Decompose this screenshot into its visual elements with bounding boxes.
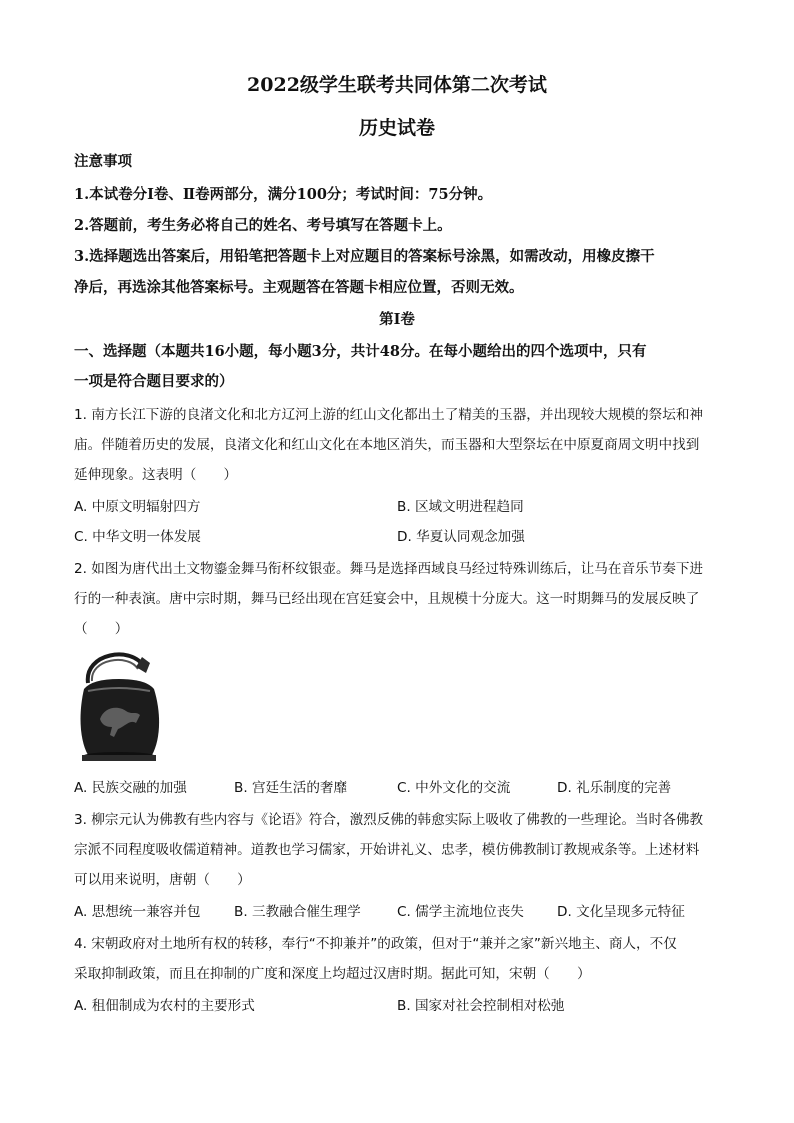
notes-item: 2.答题前，考生务必将自己的姓名、考号填写在答题卡上。 bbox=[74, 217, 452, 234]
notes-item: 1.本试卷分Ⅰ卷、Ⅱ卷两部分，满分100分；考试时间：75分钟。 bbox=[74, 186, 493, 203]
question-1-option-a[interactable]: A. 中原文明辐射四方 bbox=[74, 499, 201, 515]
question-3-option-b[interactable]: B. 三教融合催生理学 bbox=[234, 904, 361, 920]
question-3-text: 可以用来说明，唐朝（ ） bbox=[74, 872, 251, 888]
question-3-option-c[interactable]: C. 儒学主流地位丧失 bbox=[397, 904, 524, 920]
section-heading: 一、选择题（本题共16小题，每小题3分，共计48分。在每小题给出的四个选项中，只有 bbox=[74, 343, 647, 360]
question-3-text: 宗派不同程度吸收儒道精神。道教也学习儒家，开始讲礼义、忠孝，模仿佛教制订教规戒条等。上述材料 bbox=[74, 842, 700, 858]
question-2-option-d[interactable]: D. 礼乐制度的完善 bbox=[557, 780, 672, 796]
question-1-text: 庙。伴随着历史的发展，良渚文化和红山文化在本地区消失，而玉器和大型祭坛在中原夏商周文明中找到 bbox=[74, 437, 700, 453]
question-1-option-c[interactable]: C. 中华文明一体发展 bbox=[74, 529, 201, 545]
volume-heading: 第Ⅰ卷 bbox=[379, 311, 415, 328]
question-3-text: 3. 柳宗元认为佛教有些内容与《论语》符合，激烈反佛的韩愈实际上吸收了佛教的一些理论。当时各佛教 bbox=[74, 812, 704, 828]
notes-item: 3.选择题选出答案后，用铅笔把答题卡上对应题目的答案标号涂黑，如需改动，用橡皮擦干 bbox=[74, 248, 655, 265]
question-1-text: 延伸现象。这表明（ ） bbox=[74, 467, 238, 483]
section-heading: 一项是符合题目要求的） bbox=[74, 373, 234, 390]
question-2-text: 2. 如图为唐代出土文物鎏金舞马衔杯纹银壶。舞马是选择西域良马经过特殊训练后，让马在音乐节奏下进 bbox=[74, 561, 704, 577]
notes-heading: 注意事项 bbox=[74, 153, 132, 170]
question-4-option-a[interactable]: A. 租佃制成为农村的主要形式 bbox=[74, 998, 255, 1014]
notes-item: 净后，再选涂其他答案标号。主观题答在答题卡相应位置，否则无效。 bbox=[74, 279, 524, 296]
question-3-option-d[interactable]: D. 文化呈现多元特征 bbox=[557, 904, 685, 920]
question-1-option-d[interactable]: D. 华夏认同观念加强 bbox=[397, 529, 525, 545]
exam-title: 2022级学生联考共同体第二次考试 bbox=[247, 74, 547, 96]
question-4-text: 4. 宋朝政府对土地所有权的转移，奉行“不抑兼并”的政策，但对于“兼并之家”新兴地主、商人，不仅 bbox=[74, 936, 677, 952]
question-4-option-b[interactable]: B. 国家对社会控制相对松弛 bbox=[397, 998, 565, 1014]
question-2-text: （ ） bbox=[74, 621, 129, 637]
question-1-option-b[interactable]: B. 区域文明进程趋同 bbox=[397, 499, 524, 515]
silver-pot-image bbox=[74, 645, 164, 763]
question-2-option-a[interactable]: A. 民族交融的加强 bbox=[74, 780, 187, 796]
question-2-text: 行的一种表演。唐中宗时期，舞马已经出现在宫廷宴会中，且规模十分庞大。这一时期舞马的发展反映了 bbox=[74, 591, 700, 607]
question-1-text: 1. 南方长江下游的良渚文化和北方辽河上游的红山文化都出土了精美的玉器，并出现较大规模的祭坛和神 bbox=[74, 407, 704, 423]
question-3-option-a[interactable]: A. 思想统一兼容并包 bbox=[74, 904, 201, 920]
question-4-text: 采取抑制政策，而且在抑制的广度和深度上均超过汉唐时期。据此可知，宋朝（ ） bbox=[74, 966, 591, 982]
question-2-option-c[interactable]: C. 中外文化的交流 bbox=[397, 780, 511, 796]
question-2-option-b[interactable]: B. 宫廷生活的奢靡 bbox=[234, 780, 348, 796]
exam-subtitle: 历史试卷 bbox=[358, 117, 435, 139]
